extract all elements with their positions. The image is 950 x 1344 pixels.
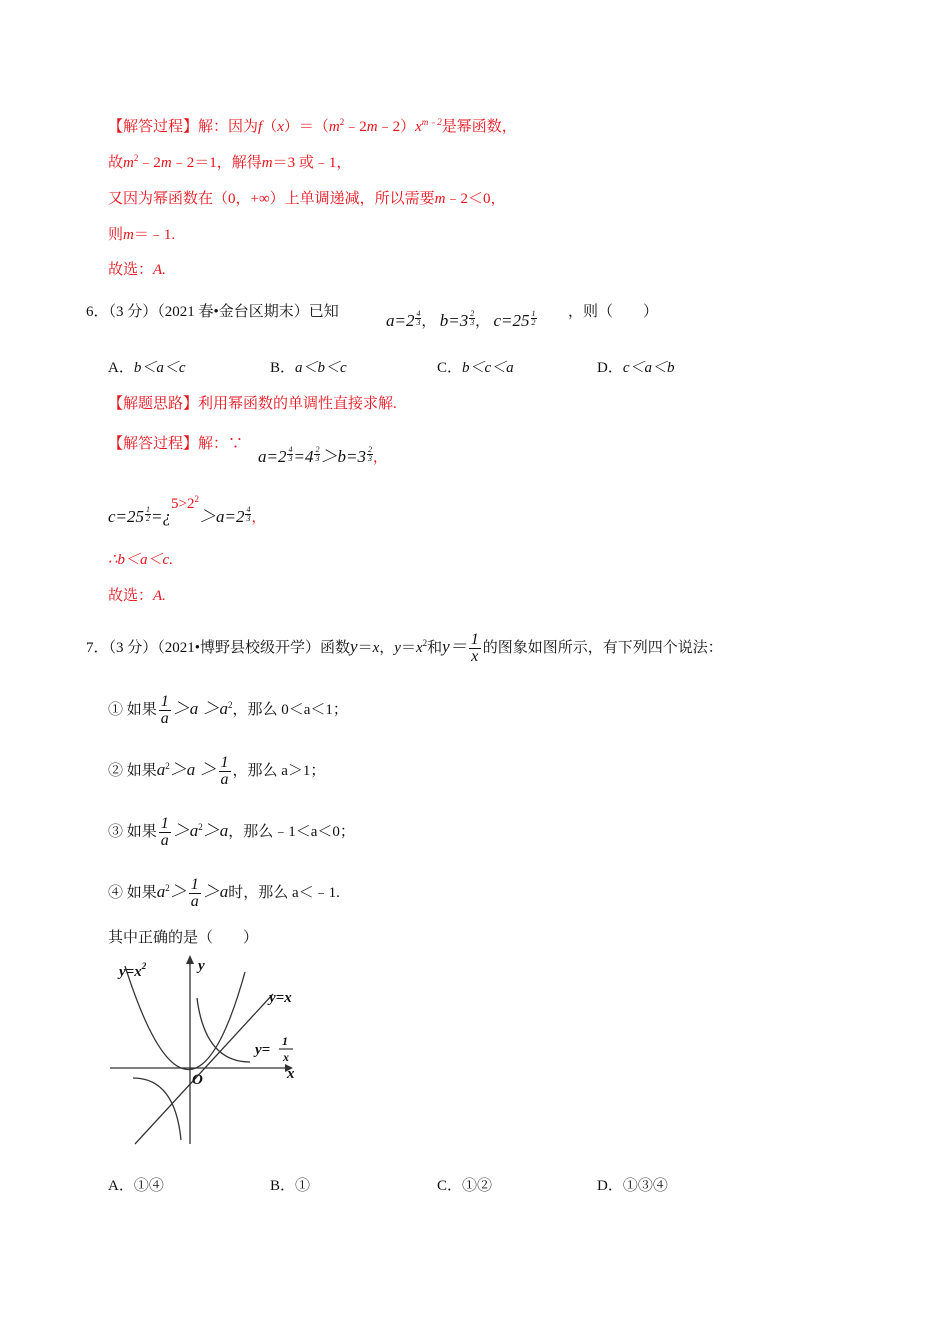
label-origin: O	[192, 1072, 203, 1088]
q5-solution-line2: 故$m^2﹣2m﹣2=1$，解得m＝3 或﹣1，	[108, 153, 352, 171]
q6-conclusion: ∴b＜a＜c.	[108, 552, 173, 568]
q7-question: 其中正确的是（ ）	[108, 930, 259, 946]
question-number: 7．	[86, 639, 109, 656]
curve-y-x-squared	[125, 966, 245, 1070]
q6-given-values: a=2 $\frac{4}{3}$ ， b=3 $\frac{2}{3}$ ， c=25 $\frac{1}{2}$	[386, 309, 536, 330]
curve-inverse-positive	[197, 998, 250, 1062]
q7-option-c[interactable]: C．①②	[437, 1178, 493, 1194]
q7-stem: 7．（3 分）（2021•博野县校级开学）函数y＝x，$y=x^2$和y＝ $\frac{1}{x}$ 的图象如图所示，有下列四个说法：	[86, 631, 723, 665]
q6-equation-2: c=25 $\frac{1}{2}$ $=¿5>2^2>a=2$ $\frac{4}{3}$ ，	[108, 494, 266, 526]
q6-idea: 【解题思路】利用幂函数的单调性直接求解.	[108, 396, 397, 412]
q6-option-a[interactable]: A．b＜a＜c	[108, 360, 186, 376]
q6-answer: 故选：A.	[108, 588, 166, 604]
q6-equation-1: a=2 $\frac{4}{3}$ =4 $\frac{2}{3}$ ＞b=3 $\frac{2}{3}$ ，	[258, 445, 387, 466]
q7-statement-3: ③ 如果 $\frac{1}{a}$ $>a^2>a$，那么﹣1＜a＜0；	[108, 815, 355, 849]
q5-solution-line1: 【解答过程】解：因为$f(x)=(m^2﹣2m﹣2)x^{m﹣2}$是幂函数，	[108, 117, 517, 135]
label-y-inv: y=	[255, 1042, 271, 1058]
q6-process-label: 【解答过程】解：∵	[108, 436, 244, 452]
q7-statement-4: ④ 如果$a^2>$ $\frac{1}{a}$ ＞a时，那么 a＜﹣1.	[108, 876, 340, 910]
q7-statement-2: ② 如果$a^2>a$ ＞ $\frac{1}{a}$ ，那么 a＞1；	[108, 754, 326, 788]
q7-statement-1: ① 如果 $\frac{1}{a}$ $>a >a^2$，那么 0＜a＜1；	[108, 693, 348, 727]
y-axis-arrow	[186, 955, 194, 964]
label-y-x: y=x	[269, 990, 292, 1006]
q7-option-d[interactable]: D．①③④	[597, 1178, 668, 1194]
q6-option-c[interactable]: C．b＜c＜a	[437, 360, 514, 376]
curve-inverse-negative	[133, 1078, 181, 1140]
q7-option-a[interactable]: A．①④	[108, 1178, 164, 1194]
q7-option-b[interactable]: B．①	[270, 1178, 311, 1194]
q5-solution-line3: 又因为幂函数在（0，+∞）上单调递减，所以需要m﹣2＜0，	[108, 191, 506, 207]
label-axis-y: y	[198, 958, 205, 974]
q5-solution-line4: 则m＝﹣1.	[108, 227, 176, 243]
q6-option-b[interactable]: B．a＜b＜c	[270, 360, 347, 376]
q6-stem-tail: ，则（ ）	[568, 304, 659, 320]
process-label: 【解答过程】	[108, 119, 199, 135]
line-y-x	[135, 994, 273, 1144]
label-inv-num: 1	[282, 1034, 288, 1048]
label-inv-den: x	[283, 1050, 289, 1064]
label-y-x2: $y=x^2$	[119, 961, 147, 980]
q5-answer: 故选：A.	[108, 262, 166, 278]
label-axis-x: x	[287, 1066, 295, 1082]
q6-stem: 6．（3 分）（2021 春•金台区期末）已知	[86, 304, 339, 320]
function-graph	[105, 952, 315, 1147]
question-number: 6．	[86, 304, 109, 320]
q6-option-d[interactable]: D．c＜a＜b	[597, 360, 675, 376]
